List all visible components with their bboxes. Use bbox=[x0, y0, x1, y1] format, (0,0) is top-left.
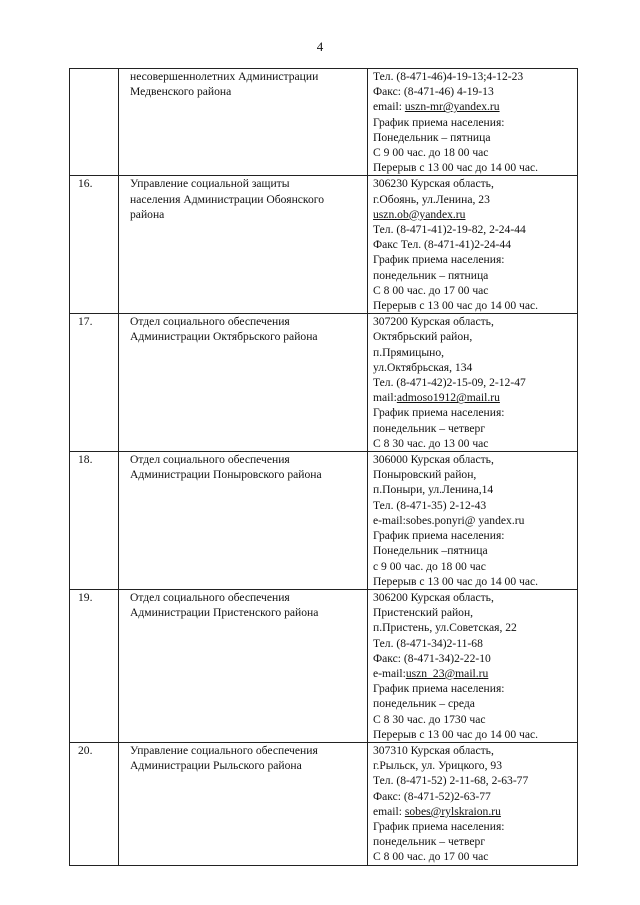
email-prefix: email: bbox=[373, 804, 405, 818]
agency-name-line: Отдел социального обеспечения bbox=[130, 315, 290, 329]
contact-info-line: Факс: (8-471-34)2-22-10 bbox=[373, 651, 491, 665]
contact-info-line: График приема населения: bbox=[373, 529, 505, 543]
agency-name-line: Отдел социального обеспечения bbox=[130, 453, 290, 467]
email-link[interactable]: uszn.ob@yandex.ru bbox=[373, 207, 466, 221]
table-row bbox=[70, 589, 578, 742]
contact-info-line: 307310 Курская область, bbox=[373, 743, 494, 757]
contact-info-line: 307200 Курская область, bbox=[373, 315, 494, 329]
contact-info-line: Тел. (8-471-46)4-19-13;4-12-23 bbox=[373, 70, 524, 83]
contact-info-line: С 9 00 час. до 18 00 час bbox=[373, 146, 489, 160]
email-line bbox=[373, 207, 577, 222]
contact-info-line: 306200 Курская область, bbox=[373, 590, 494, 604]
contact-info-line: 306000 Курская область, bbox=[373, 453, 494, 467]
contact-info-line: Перерыв с 13 00 час до 14 00 час. bbox=[373, 161, 539, 175]
email-link[interactable]: uszn-mr@yandex.ru bbox=[404, 100, 500, 114]
email-prefix: e-mail: bbox=[373, 666, 406, 680]
email-line bbox=[373, 390, 577, 405]
table-row bbox=[70, 176, 578, 314]
contact-info-line: Перерыв с 13 00 час до 14 00 час. bbox=[373, 727, 539, 741]
contact-info-line: понедельник – пятница bbox=[373, 268, 489, 282]
row-number: 18. bbox=[70, 452, 119, 590]
contact-info-line: Перерыв с 13 00 час до 14 00 час. bbox=[373, 574, 539, 588]
contact-info-line: С 8 00 час. до 17 00 час bbox=[373, 850, 489, 864]
agency-name-line: Администрации Поныровского района bbox=[130, 468, 322, 482]
agency-name-line: Медвенского района bbox=[130, 85, 232, 99]
contact-info-line: понедельник – четверг bbox=[373, 835, 486, 849]
agency-name-line: Отдел социального обеспечения bbox=[130, 590, 290, 604]
agency-name-line: населения Администрации Обоянского bbox=[130, 192, 325, 206]
row-number: 17. bbox=[70, 314, 119, 452]
contact-info-line: с 9 00 час. до 18 00 час bbox=[373, 559, 486, 573]
agency-name-line: Администрации Рыльского района bbox=[130, 759, 302, 773]
agency-name-cell bbox=[119, 589, 368, 742]
table-row bbox=[70, 452, 578, 590]
contact-info-line: Тел. (8-471-35) 2-12-43 bbox=[373, 498, 487, 512]
row-number: 19. bbox=[70, 589, 119, 742]
contact-info-line: п.Пристень, ул.Советская, 22 bbox=[373, 621, 517, 635]
agency-name-cell bbox=[119, 452, 368, 590]
table-row bbox=[70, 69, 578, 176]
contact-info-line: Тел. (8-471-42)2-15-09, 2-12-47 bbox=[373, 376, 526, 390]
contact-info-line: Пристенский район, bbox=[373, 606, 474, 620]
agency-name-cell bbox=[119, 176, 368, 314]
row-number: 20. bbox=[70, 742, 119, 865]
email-link[interactable]: admoso1912@mail.ru bbox=[396, 391, 500, 405]
email-line bbox=[373, 666, 577, 681]
contact-info-line: График приема населения: bbox=[373, 406, 505, 420]
row-number bbox=[70, 69, 119, 176]
contact-info-line: С 8 30 час. до 1730 час bbox=[373, 712, 486, 726]
table-row bbox=[70, 742, 578, 865]
contact-info-line: График приема населения: bbox=[373, 115, 505, 129]
contact-info-line: Факс Тел. (8-471-41)2-24-44 bbox=[373, 238, 511, 252]
contact-info-line: Понедельник –пятница bbox=[373, 544, 488, 558]
contact-info-line: Тел. (8-471-52) 2-11-68, 2-63-77 bbox=[373, 774, 529, 788]
email-prefix: email: bbox=[373, 100, 405, 114]
contact-info-line: п.Прямицыно, bbox=[373, 345, 445, 359]
page-number: 4 bbox=[316, 39, 324, 54]
table-body bbox=[70, 69, 578, 866]
email-line bbox=[373, 804, 577, 819]
email-prefix: mail: bbox=[373, 391, 397, 405]
contact-info-line: понедельник – четверг bbox=[373, 421, 486, 435]
contact-info-line: График приема населения: bbox=[373, 819, 505, 833]
agency-name-line: Администрации Пристенского района bbox=[130, 606, 319, 620]
contact-info-line: Факс: (8-471-46) 4-19-13 bbox=[373, 85, 494, 99]
contact-info-line: Тел. (8-471-41)2-19-82, 2-24-44 bbox=[373, 223, 526, 237]
email-link[interactable]: sobes@rylskraion.ru bbox=[404, 804, 501, 818]
contact-info-line: Поныровский район, bbox=[373, 468, 477, 482]
contact-info-line: ул.Октябрьская, 134 bbox=[373, 360, 473, 374]
contact-info-cell bbox=[368, 452, 578, 590]
contact-info-line: С 8 00 час. до 17 00 час bbox=[373, 283, 489, 297]
offices-table bbox=[69, 68, 578, 866]
agency-name-line: Администрации Октябрьского района bbox=[130, 330, 318, 344]
contact-info-line: 306230 Курская область, bbox=[373, 177, 494, 191]
contact-info-line: Перерыв с 13 00 час до 14 00 час. bbox=[373, 299, 539, 313]
contact-info-line: понедельник – среда bbox=[373, 697, 475, 711]
agency-name-cell bbox=[119, 314, 368, 452]
contact-info-line: п.Поныри, ул.Ленина,14 bbox=[373, 483, 494, 497]
agency-name-line: Управление социального обеспечения bbox=[130, 743, 318, 757]
contact-info-cell bbox=[368, 314, 578, 452]
agency-name-cell bbox=[119, 742, 368, 865]
table-row bbox=[70, 314, 578, 452]
email-line bbox=[373, 99, 577, 114]
email-link[interactable]: uszn_23@mail.ru bbox=[405, 666, 489, 680]
row-number: 16. bbox=[70, 176, 119, 314]
contact-info-cell bbox=[368, 742, 578, 865]
contact-info-line: График приема населения: bbox=[373, 253, 505, 267]
contact-info-line: Факс: (8-471-52)2-63-77 bbox=[373, 789, 491, 803]
contact-info-line: График приема населения: bbox=[373, 682, 505, 696]
contact-info-line: Тел. (8-471-34)2-11-68 bbox=[373, 636, 483, 650]
contact-info-line: г.Обоянь, ул.Ленина, 23 bbox=[373, 192, 490, 206]
agency-name-line: несовершеннолетних Администрации bbox=[130, 70, 319, 83]
agency-name-line: района bbox=[130, 207, 165, 221]
contact-info-line: г.Рыльск, ул. Урицкого, 93 bbox=[373, 759, 502, 773]
contact-info-line: Октябрьский район, bbox=[373, 330, 473, 344]
contact-info-cell bbox=[368, 69, 578, 176]
agency-name-line: Управление социальной защиты bbox=[130, 177, 290, 191]
contact-info-cell bbox=[368, 176, 578, 314]
contact-info-cell bbox=[368, 589, 578, 742]
agency-name-cell bbox=[119, 69, 368, 176]
contact-info-line: Понедельник – пятница bbox=[373, 130, 491, 144]
contact-info-line: С 8 30 час. до 13 00 час bbox=[373, 436, 489, 450]
contact-info-line: e-mail:sobes.ponyri@ yandex.ru bbox=[373, 513, 525, 527]
